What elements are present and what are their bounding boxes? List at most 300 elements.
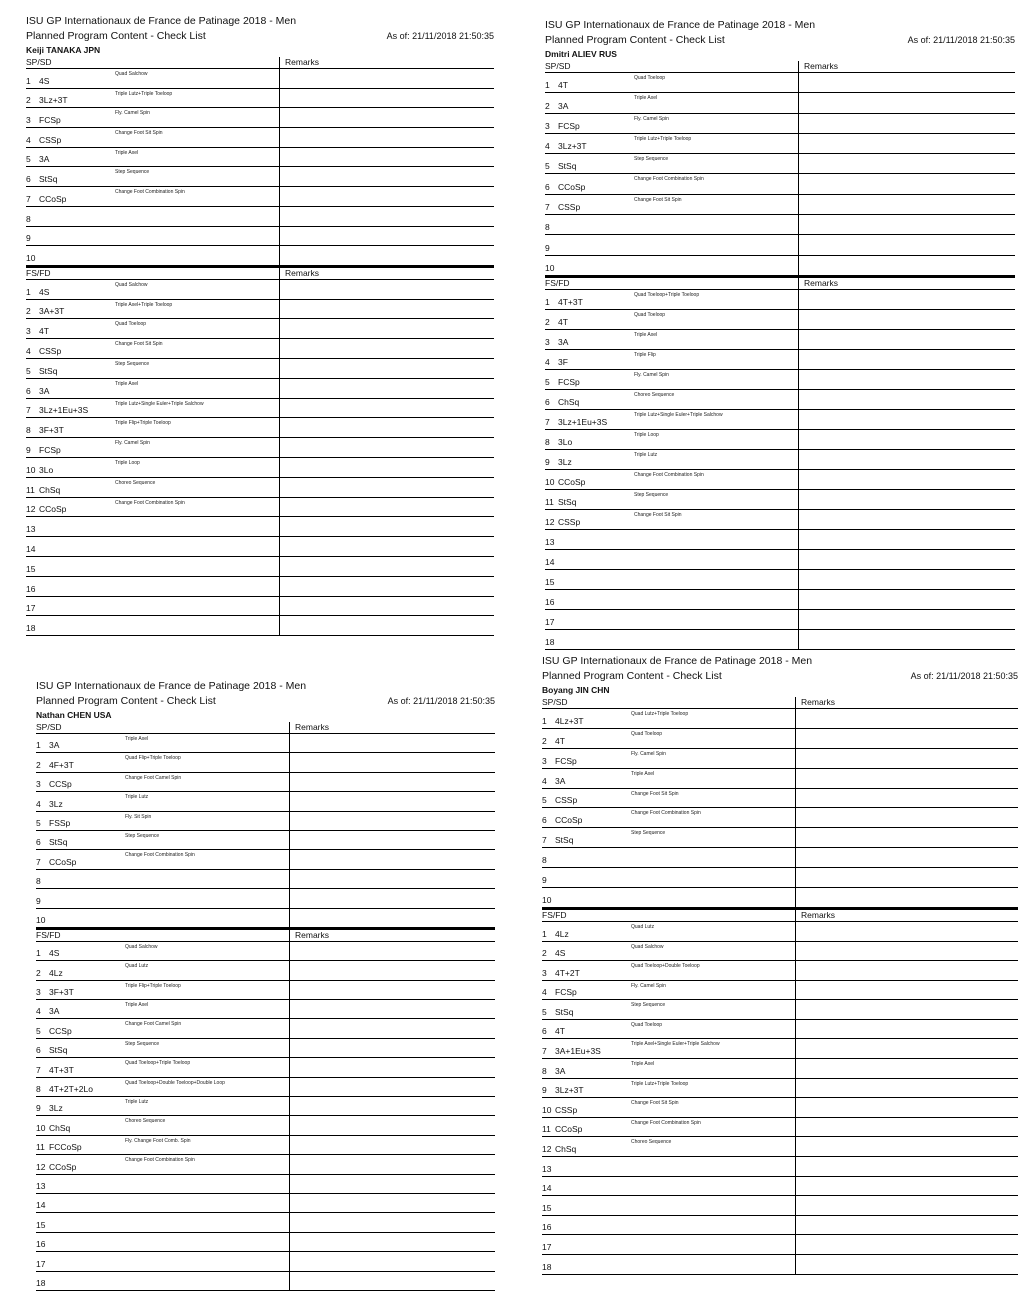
remarks-cell	[280, 478, 494, 497]
element-row	[36, 1019, 495, 1038]
remarks-cell	[796, 808, 1018, 827]
element-name: Change Foot Sit Spin	[631, 790, 679, 797]
element-code: StSq	[49, 1045, 68, 1056]
element-row	[542, 1039, 1018, 1059]
remarks-cell	[290, 1272, 495, 1290]
element-row	[542, 942, 1018, 962]
element-row	[542, 808, 1018, 828]
element-name: Change Foot Combination Spin	[631, 810, 701, 817]
element-code: 3A	[558, 336, 569, 347]
element-code	[39, 554, 114, 556]
element-name: Triple Axel+Triple Toeloop	[115, 301, 173, 308]
element-code: StSq	[39, 174, 58, 185]
element-code: 3A	[39, 385, 50, 396]
short-program-table	[542, 697, 1018, 908]
element-code	[49, 1249, 124, 1251]
element-number: 5	[36, 817, 41, 828]
element-cell	[545, 570, 799, 589]
element-code	[49, 886, 124, 888]
element-code	[39, 243, 114, 245]
element-row	[36, 1233, 495, 1252]
element-row	[26, 517, 494, 537]
element-name: Fly. Change Foot Comb. Spin	[125, 1137, 191, 1144]
element-cell	[542, 1000, 796, 1019]
element-code: FSSp	[49, 817, 71, 828]
element-code: 3Lz+1Eu+3S	[558, 416, 608, 427]
remarks-cell	[799, 410, 1015, 429]
element-number: 2	[26, 306, 31, 317]
event-title: ISU GP Internationaux de France de Patinage 2018 - Men	[26, 15, 297, 27]
element-number: 13	[26, 524, 36, 535]
element-cell	[545, 510, 799, 529]
element-name: Change Foot Combination Spin	[115, 189, 185, 196]
element-code: CSSp	[558, 516, 581, 527]
remarks-cell	[796, 1235, 1018, 1254]
remarks-cell	[796, 942, 1018, 961]
remarks-cell	[280, 69, 494, 88]
element-row	[542, 1000, 1018, 1020]
element-cell	[542, 1157, 796, 1176]
element-name: Triple Lutz+Triple Toeloop	[631, 1080, 689, 1087]
element-code	[555, 905, 630, 907]
element-row	[545, 390, 1015, 410]
element-code	[555, 1232, 630, 1234]
remarks-cell	[290, 812, 495, 830]
element-code	[49, 1288, 124, 1290]
element-code	[555, 1272, 630, 1274]
element-row	[542, 1059, 1018, 1079]
remarks-cell	[290, 1233, 495, 1251]
element-name: Change Foot Sit Spin	[115, 130, 163, 137]
remarks-cell	[280, 300, 494, 319]
remarks-header: Remarks	[804, 61, 839, 71]
element-code: CSSp	[558, 202, 581, 213]
element-cell	[26, 498, 280, 517]
element-row	[545, 235, 1015, 255]
section-label: SP/SD	[542, 697, 796, 708]
element-row	[26, 187, 494, 207]
remarks-cell	[280, 537, 494, 556]
element-number: 3	[36, 779, 41, 790]
remarks-cell	[290, 1213, 495, 1231]
element-cell	[36, 1116, 290, 1134]
element-cell	[545, 235, 799, 254]
element-number: 8	[26, 425, 31, 436]
element-number: 3	[542, 967, 547, 978]
remarks-cell	[796, 922, 1018, 941]
element-code	[39, 633, 114, 635]
element-row	[26, 399, 494, 419]
element-number: 4	[26, 346, 31, 357]
remarks-cell	[280, 597, 494, 616]
element-code	[558, 547, 633, 549]
element-row	[545, 590, 1015, 610]
checklist-sheet	[545, 18, 1015, 650]
element-number: 7	[36, 856, 41, 867]
element-cell	[542, 789, 796, 808]
element-code: CSSp	[39, 134, 62, 145]
event-title: ISU GP Internationaux de France de Patinage 2018 - Men	[542, 655, 813, 667]
short-program-table	[26, 57, 494, 266]
element-number: 9	[542, 1085, 547, 1096]
remarks-cell	[290, 1155, 495, 1173]
element-name: Change Foot Combination Spin	[125, 1157, 195, 1164]
element-number: 13	[36, 1180, 46, 1191]
element-name: Choreo Sequence	[634, 391, 675, 398]
remarks-cell	[796, 1157, 1018, 1176]
element-row	[36, 1097, 495, 1116]
remarks-cell	[280, 339, 494, 358]
remarks-cell	[799, 430, 1015, 449]
section-header	[545, 61, 1015, 73]
element-row	[26, 339, 494, 359]
element-number: 5	[542, 795, 547, 806]
remarks-cell	[280, 517, 494, 536]
element-code	[555, 885, 630, 887]
element-name: Quad Toeloop+Triple Toeloop	[634, 291, 700, 298]
element-cell	[36, 1272, 290, 1290]
element-row	[36, 1155, 495, 1174]
element-row	[26, 108, 494, 128]
element-code: ChSq	[49, 1122, 71, 1133]
element-row	[542, 961, 1018, 981]
element-rows	[545, 73, 1015, 276]
element-row	[26, 438, 494, 458]
element-number: 3	[26, 326, 31, 337]
element-row	[26, 537, 494, 557]
remarks-cell	[799, 256, 1015, 275]
element-number: 12	[545, 516, 555, 527]
element-rows	[26, 69, 494, 266]
element-code	[558, 232, 633, 234]
element-row	[542, 749, 1018, 769]
element-cell	[545, 530, 799, 549]
element-code	[49, 1230, 124, 1232]
element-cell	[36, 909, 290, 927]
remarks-cell	[796, 1039, 1018, 1058]
element-code: 4T	[558, 316, 568, 327]
element-cell	[26, 89, 280, 108]
element-number: 1	[545, 80, 550, 91]
element-rows	[26, 280, 494, 636]
element-cell	[545, 93, 799, 112]
element-cell	[545, 134, 799, 153]
element-number: 8	[36, 1084, 41, 1095]
element-number: 1	[36, 948, 41, 959]
element-cell	[36, 1078, 290, 1096]
element-number: 9	[542, 875, 547, 886]
element-code: 3Lz	[49, 798, 63, 809]
element-name: Change Foot Sit Spin	[634, 196, 682, 203]
element-row	[26, 300, 494, 320]
element-code: 3F	[558, 356, 568, 367]
element-name: Fly. Camel Spin	[634, 115, 669, 122]
element-name: Triple Axel+Single Euler+Triple Salchow	[631, 1041, 720, 1048]
element-row	[542, 828, 1018, 848]
element-number: 16	[542, 1222, 552, 1233]
skater-name: Boyang JIN CHN	[542, 685, 610, 695]
free-skating-table	[542, 908, 1018, 1275]
element-cell	[26, 280, 280, 299]
element-number: 9	[36, 1103, 41, 1114]
remarks-cell	[796, 1118, 1018, 1137]
element-cell	[26, 339, 280, 358]
element-cell	[36, 961, 290, 979]
free-skating-table	[36, 928, 495, 1291]
element-name: Change Foot Combination Spin	[115, 499, 185, 506]
element-number: 6	[26, 174, 31, 185]
remarks-cell	[290, 1194, 495, 1212]
element-number: 5	[545, 376, 550, 387]
element-number: 2	[545, 100, 550, 111]
remarks-cell	[280, 246, 494, 265]
element-name: Step Sequence	[634, 491, 669, 498]
remarks-cell	[796, 1000, 1018, 1019]
element-name: Quad Salchow	[125, 943, 158, 950]
element-number: 5	[26, 154, 31, 165]
element-code: ChSq	[558, 396, 580, 407]
element-code: FCSp	[558, 376, 580, 387]
remarks-cell	[799, 154, 1015, 173]
element-number: 9	[26, 233, 31, 244]
element-code: FCCoSp	[49, 1142, 82, 1153]
document-subtitle: Planned Program Content - Check List	[542, 670, 722, 682]
element-row	[545, 490, 1015, 510]
element-row	[545, 450, 1015, 470]
section-header	[26, 57, 494, 69]
remarks-cell	[796, 1020, 1018, 1039]
element-number: 2	[545, 316, 550, 327]
remarks-cell	[799, 134, 1015, 153]
element-name: Quad Lutz	[125, 963, 149, 970]
remarks-cell	[799, 174, 1015, 193]
element-code: 3A	[558, 100, 569, 111]
element-code: CCoSp	[49, 856, 77, 867]
remarks-cell	[796, 981, 1018, 1000]
remarks-cell	[290, 981, 495, 999]
as-of-timestamp: As of: 21/11/2018 21:50:35	[907, 35, 1015, 45]
element-row	[545, 350, 1015, 370]
element-name: Triple Flip+Triple Toeloop	[125, 982, 181, 989]
element-cell	[542, 922, 796, 941]
element-row	[26, 379, 494, 399]
element-cell	[36, 1233, 290, 1251]
element-cell	[36, 831, 290, 849]
short-program-table	[545, 61, 1015, 276]
element-cell	[542, 1235, 796, 1254]
element-name: Step Sequence	[115, 169, 150, 176]
element-number: 6	[26, 385, 31, 396]
element-name: Quad Toeloop+Double Toeloop	[631, 963, 700, 970]
element-name: Fly. Camel Spin	[115, 110, 150, 117]
remarks-cell	[796, 1079, 1018, 1098]
element-cell	[26, 167, 280, 186]
element-cell	[545, 390, 799, 409]
section-header	[545, 278, 1015, 290]
element-row	[26, 89, 494, 109]
section-header	[542, 697, 1018, 709]
element-code: FCSp	[555, 755, 577, 766]
element-row	[36, 850, 495, 869]
remarks-header: Remarks	[801, 697, 836, 707]
element-code: 4T	[555, 1026, 565, 1037]
element-name: Quad Toeloop	[631, 730, 663, 737]
element-code	[49, 925, 124, 927]
remarks-cell	[280, 148, 494, 167]
element-row	[545, 114, 1015, 134]
element-cell	[26, 227, 280, 246]
element-code: StSq	[555, 835, 574, 846]
element-name: Triple Lutz+Triple Toeloop	[115, 90, 173, 97]
element-row	[36, 831, 495, 850]
element-row	[36, 889, 495, 908]
section-header	[36, 722, 495, 734]
element-number: 3	[545, 120, 550, 131]
element-code	[39, 263, 114, 265]
element-row	[26, 478, 494, 498]
element-cell	[545, 470, 799, 489]
element-name: Fly. Camel Spin	[631, 750, 666, 757]
element-code	[555, 865, 630, 867]
element-code	[558, 647, 633, 649]
element-number: 12	[542, 1144, 552, 1155]
element-row	[545, 630, 1015, 650]
element-row	[36, 1116, 495, 1135]
element-name: Change Foot Combination Spin	[634, 471, 704, 478]
element-number: 8	[545, 436, 550, 447]
element-number: 7	[542, 835, 547, 846]
element-number: 15	[26, 563, 36, 574]
remarks-cell	[796, 961, 1018, 980]
element-number: 14	[26, 544, 36, 555]
element-cell	[542, 729, 796, 748]
element-code: 4S	[39, 75, 50, 86]
remarks-cell	[796, 1177, 1018, 1196]
section-label: FS/FD	[542, 910, 796, 921]
element-cell	[542, 1216, 796, 1235]
element-number: 3	[542, 755, 547, 766]
element-cell	[545, 430, 799, 449]
element-name: Step Sequence	[631, 830, 666, 837]
element-cell	[26, 557, 280, 576]
remarks-cell	[799, 630, 1015, 649]
element-code: CCSp	[49, 1025, 72, 1036]
element-row	[26, 498, 494, 518]
element-row	[26, 616, 494, 636]
element-number: 2	[36, 759, 41, 770]
element-code: CCoSp	[49, 1161, 77, 1172]
element-cell	[545, 73, 799, 92]
element-code: 4T	[39, 326, 49, 337]
element-code	[39, 594, 114, 596]
section-header	[36, 930, 495, 942]
element-cell	[542, 1079, 796, 1098]
element-number: 11	[36, 1142, 45, 1153]
checklist-sheet	[26, 14, 494, 636]
element-code: 4F+3T	[49, 759, 74, 770]
remarks-cell	[799, 330, 1015, 349]
element-number: 6	[545, 396, 550, 407]
element-number: 1	[26, 75, 31, 86]
element-row	[36, 773, 495, 792]
section-label: FS/FD	[26, 268, 280, 279]
element-code: StSq	[555, 1006, 574, 1017]
remarks-cell	[799, 570, 1015, 589]
element-code: 4T+3T	[558, 296, 583, 307]
element-cell	[26, 438, 280, 457]
short-program-table	[36, 722, 495, 928]
element-row	[545, 550, 1015, 570]
element-name: Change Foot Sit Spin	[115, 341, 163, 348]
element-code	[558, 627, 633, 629]
element-number: 3	[36, 987, 41, 998]
element-number: 17	[542, 1242, 552, 1252]
element-number: 6	[36, 1045, 41, 1056]
element-cell	[36, 1194, 290, 1212]
remarks-cell	[799, 290, 1015, 309]
element-number: 10	[26, 252, 36, 263]
element-code: 4T+2T+2Lo	[49, 1084, 93, 1095]
element-number: 15	[542, 1202, 552, 1213]
element-number: 18	[545, 636, 555, 647]
element-row	[36, 1058, 495, 1077]
element-name: Quad Toeloop+Triple Toeloop	[125, 1060, 191, 1067]
element-number: 4	[26, 134, 31, 145]
remarks-cell	[290, 942, 495, 960]
element-cell	[36, 1175, 290, 1193]
remarks-cell	[290, 773, 495, 791]
remarks-cell	[290, 850, 495, 868]
element-code: 3F+3T	[39, 425, 64, 436]
element-number: 9	[26, 445, 31, 456]
element-cell	[36, 1155, 290, 1173]
element-row	[542, 981, 1018, 1001]
element-cell	[36, 1136, 290, 1154]
element-name: Triple Flip	[634, 351, 656, 358]
element-number: 4	[36, 1006, 41, 1017]
element-code	[558, 567, 633, 569]
element-code: 3A	[49, 740, 60, 751]
remarks-cell	[280, 319, 494, 338]
element-cell	[36, 792, 290, 810]
element-cell	[26, 69, 280, 88]
element-number: 14	[36, 1200, 46, 1211]
element-name: Choreo Sequence	[631, 1139, 672, 1146]
element-code: StSq	[558, 496, 577, 507]
element-number: 16	[545, 596, 555, 607]
element-row	[36, 942, 495, 961]
remarks-cell	[280, 128, 494, 147]
element-number: 17	[36, 1258, 46, 1269]
remarks-cell	[290, 1097, 495, 1115]
element-code	[555, 1252, 630, 1254]
remarks-cell	[280, 187, 494, 206]
element-cell	[36, 942, 290, 960]
element-number: 17	[26, 603, 36, 614]
element-row	[542, 709, 1018, 729]
remarks-cell	[799, 390, 1015, 409]
element-number: 1	[542, 715, 547, 726]
element-row	[26, 597, 494, 617]
element-name: Triple Lutz+Triple Toeloop	[634, 135, 692, 142]
element-number: 18	[542, 1261, 552, 1272]
element-cell	[542, 1177, 796, 1196]
as-of-timestamp: As of: 21/11/2018 21:50:35	[387, 696, 495, 706]
element-name: Change Foot Camel Spin	[125, 774, 182, 781]
element-row	[545, 510, 1015, 530]
remarks-header: Remarks	[801, 909, 836, 920]
remarks-cell	[796, 709, 1018, 728]
